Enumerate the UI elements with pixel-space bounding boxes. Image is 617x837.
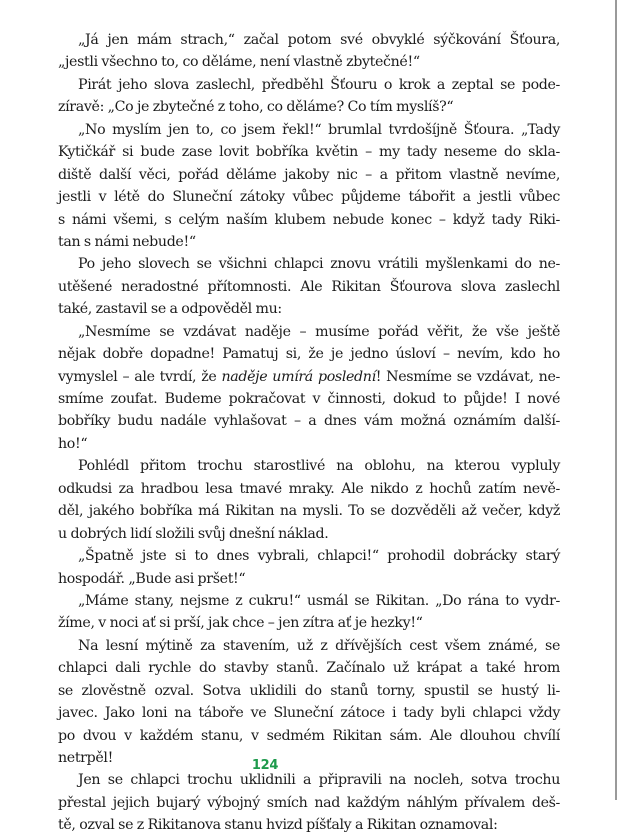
text-line: „Máme stany, nejsme z cukru!“ usmál se Rikitan. „Do rána to vydr- bbox=[78, 592, 560, 609]
text-line: tě, ozval se z Rikitanova stanu hvizd píšťaly a Rikitan oznamoval: bbox=[58, 817, 498, 834]
text-line: tan s námi nebude!“ bbox=[58, 233, 196, 250]
text-line: „Nesmíme se vzdávat naděje – musíme pořád věřit, že vše ještě bbox=[78, 323, 560, 340]
body-text bbox=[58, 29, 560, 837]
text-line: Kytičkář si bude zase lovit bobříka květin – my tady neseme do skla- bbox=[58, 144, 560, 161]
text-line: Po jeho slovech se všichni chlapci znovu vrátili myšlenkami do ne- bbox=[78, 256, 560, 273]
text-segment: ! Nesmíme se vzdávat, ne- bbox=[375, 368, 560, 385]
text-line: Jen se chlapci trochu uklidnili a připravili na nocleh, sotva trochu bbox=[78, 772, 560, 789]
page-number: 124 bbox=[251, 758, 279, 773]
text-line bbox=[58, 366, 560, 388]
text-line: Pirát jeho slova zaslechl, předběhl Šťouru o krok a zeptal se pode- bbox=[78, 76, 560, 93]
text-line: odkudsi za hradbou lesa tmavé mraky. Ale nikdo z hochů zatím nevě- bbox=[58, 480, 560, 497]
text-line: „Já jen mám strach,“ začal potom své obvyklé sýčkování Šťoura, bbox=[78, 32, 560, 48]
text-line: žíme, v noci ať si prší, jak chce – jen zítra ať je hezky!“ bbox=[58, 615, 423, 632]
text-line: po dvou v každém stanu, v sedmém Rikitan sám. Ale dlouhou chvílí bbox=[58, 727, 560, 744]
text-line: bobříky budu nadále vyhlašovat – a dnes vám možná oznámím další- bbox=[58, 413, 560, 430]
text-line: jestli v létě do Sluneční zátoky vůbec půjdeme tábořit a jestli vůbec bbox=[58, 189, 560, 206]
text-line: smíme zoufat. Budeme pokračovat v činnosti, dokud to půjde! I nové bbox=[58, 391, 560, 407]
text-line: se zlověstně ozval. Sotva uklidili do stanů torny, spustil se hustý li- bbox=[58, 682, 560, 699]
text-line: javec. Jako loni na táboře ve Sluneční zátoce i tady byli chlapci vždy bbox=[58, 705, 560, 722]
text-line: u dobrých lidí složili svůj dnešní náklad. bbox=[58, 525, 329, 542]
text-line: utěšené neradostné přítomnosti. Ale Rikitan Šťourova slova zaslechl bbox=[58, 278, 560, 295]
text-line: Na lesní mýtině za stavením, už z dřívějších cest všem známé, se bbox=[78, 637, 560, 654]
text-line: „No myslím jen to, co jsem řekl!“ brumlal tvrdošíjně Šťoura. „Tady bbox=[78, 121, 560, 138]
text-line: nějak dobře dopadne! Pamatuj si, že je jedno úsloví – nevím, kdo ho bbox=[58, 346, 560, 363]
text-line: s námi všemi, s celým naším klubem nebude konec – když tady Riki- bbox=[58, 211, 560, 228]
italic-phrase: naděje umírá poslední bbox=[221, 368, 376, 385]
text-line: netrpěl! bbox=[58, 750, 113, 766]
text-line: diště další věci, pořád děláme jakoby nic – a přitom vlastně nevíme, bbox=[58, 166, 560, 183]
text-line: přestal jejich bujarý výbojný smích nad každým náhlým přívalem deš- bbox=[58, 794, 560, 811]
text-line: chlapci dali rychle do stavby stanů. Začínalo už krápat a také hrom bbox=[58, 660, 560, 677]
text-line: také, zastavil se a odpověděl mu: bbox=[58, 301, 282, 318]
text-line: ho!“ bbox=[58, 435, 88, 452]
text-line: hospodář. „Bude asi pršet!“ bbox=[58, 570, 246, 587]
text-segment: vymyslel – ale tvrdí, že bbox=[58, 368, 222, 385]
text-line: „jestli všechno to, co děláme, není vlastně zbytečné!“ bbox=[58, 54, 420, 71]
text-line: Pohlédl přitom trochu starostlivé na oblohu, na kterou vypluly bbox=[78, 458, 560, 475]
text-line: „Špatně jste si to dnes vybrali, chlapci!“ prohodil dobrácky starý bbox=[78, 548, 560, 565]
text-line: děl, jakého bobříka má Rikitan na mysli. To se dozvěděli až večer, když bbox=[58, 503, 560, 520]
text-line: zíravě: „Co je zbytečné z toho, co děláme? Co tím myslíš?“ bbox=[58, 99, 454, 116]
